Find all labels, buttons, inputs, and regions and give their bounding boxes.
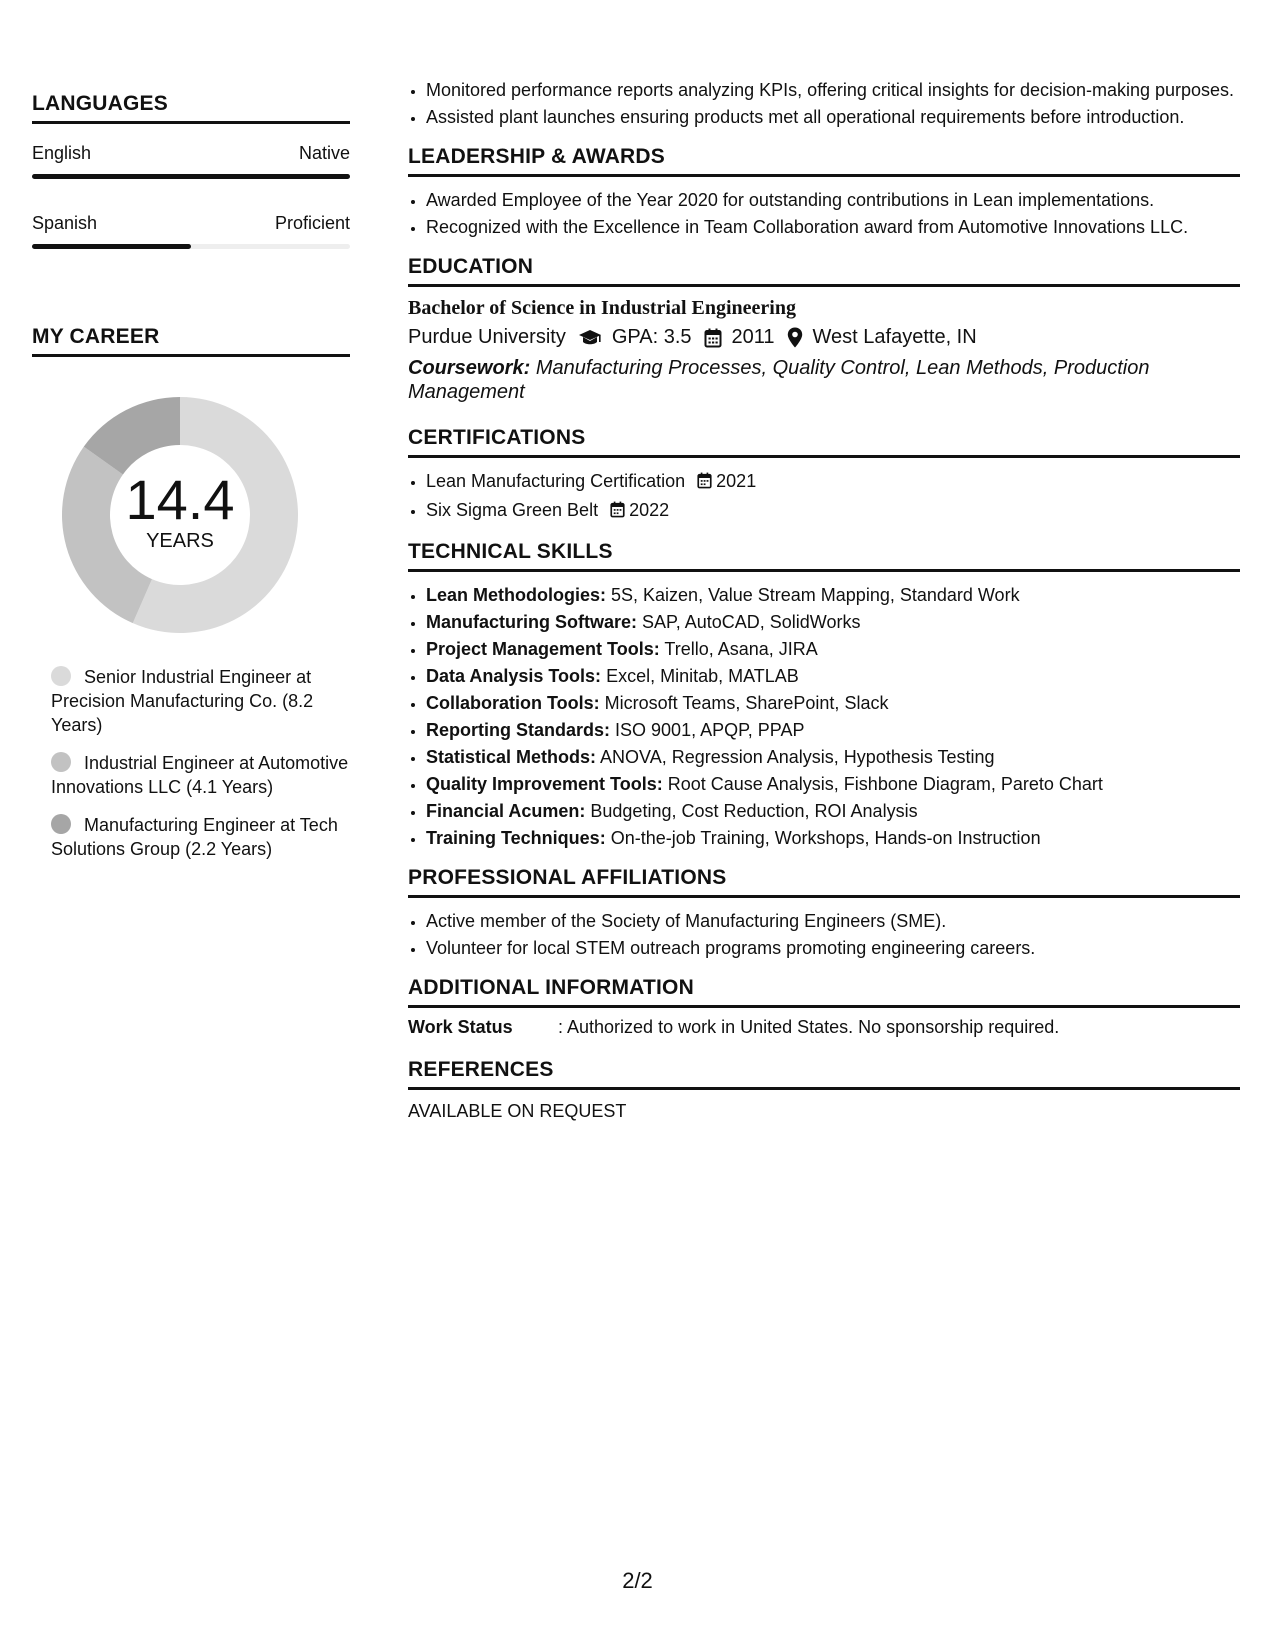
skill-label: Data Analysis Tools: (426, 666, 602, 686)
skill-item (426, 583, 1240, 607)
list-item: • Active member of the Society of Manufacturing Engineers (SME). (426, 909, 1240, 933)
skill-item (426, 718, 1240, 742)
additional-section (408, 976, 1240, 1038)
leadership-list (408, 188, 1240, 239)
languages-list (32, 143, 350, 249)
language-row (32, 213, 350, 234)
skill-label: Project Management Tools: (426, 639, 660, 659)
calendar-icon (697, 471, 712, 495)
calendar-icon (704, 328, 722, 348)
references-heading: REFERENCES (408, 1058, 1240, 1090)
career-total-years: 14.4 (125, 467, 235, 531)
legend-dot-icon (51, 814, 71, 834)
language-name: Spanish (32, 213, 98, 233)
language-level: Proficient (274, 213, 350, 233)
skill-item (426, 637, 1240, 661)
skill-item (426, 691, 1240, 715)
additional-heading: ADDITIONAL INFORMATION (408, 976, 1240, 1008)
references-section (408, 1058, 1240, 1122)
skill-item (426, 610, 1240, 634)
education-heading: EDUCATION (408, 255, 1240, 287)
affiliations-section (408, 866, 1240, 960)
affiliations-heading: PROFESSIONAL AFFILIATIONS (408, 866, 1240, 898)
calendar-icon (610, 500, 625, 524)
skills-list (408, 583, 1240, 850)
career-donut-chart (56, 391, 304, 639)
list-item (426, 469, 1240, 495)
affiliations-list (408, 909, 1240, 960)
language-bar-fill (32, 174, 350, 179)
language-name: English (32, 143, 92, 163)
skill-item (426, 664, 1240, 688)
list-item: • Monitored performance reports analyzing KPIs, offering critical insights for decision-making purposes. (426, 78, 1240, 102)
skill-value: 5S, Kaizen, Value Stream Mapping, Standard Work (611, 585, 1020, 605)
skill-label: Training Techniques: (426, 828, 606, 848)
legend-dot-icon (51, 752, 71, 772)
main-column (408, 78, 1240, 1122)
list-item (426, 498, 1240, 524)
certifications-heading: CERTIFICATIONS (408, 426, 1240, 458)
donut-center (56, 391, 304, 639)
leadership-section (408, 145, 1240, 239)
skill-value: Root Cause Analysis, Fishbone Diagram, Pareto Chart (667, 774, 1103, 794)
skill-label: Manufacturing Software: (426, 612, 638, 632)
skill-item (426, 799, 1240, 823)
skill-item (426, 745, 1240, 769)
skills-section (408, 540, 1240, 850)
skill-value: SAP, AutoCAD, SolidWorks (642, 612, 861, 632)
skill-label: Lean Methodologies: (426, 585, 606, 605)
coursework (408, 356, 1240, 404)
degree-title: Bachelor of Science in Industrial Engineering (408, 297, 796, 319)
skill-item (426, 772, 1240, 796)
sidebar (32, 92, 350, 875)
experience-bullets (408, 78, 1240, 129)
certifications-section (408, 426, 1240, 524)
coursework-label: Coursework: (408, 357, 531, 379)
skill-item (426, 826, 1240, 850)
skill-value: ISO 9001, APQP, PPAP (615, 720, 805, 740)
skill-label: Collaboration Tools: (426, 693, 600, 713)
graduation-year: 2011 (731, 326, 775, 348)
legend-label: Senior Industrial Engineer at Precision Manufacturing Co. (8.2 Years) (51, 667, 314, 735)
certification-year: 2022 (629, 500, 670, 520)
leadership-heading: LEADERSHIP & AWARDS (408, 145, 1240, 177)
legend-dot-icon (51, 666, 71, 686)
education-meta (408, 326, 1240, 349)
language-bar (32, 244, 350, 249)
certifications-list (408, 469, 1240, 524)
skill-label: Statistical Methods: (426, 747, 597, 767)
certification-year: 2021 (716, 471, 757, 491)
language-bar-fill (32, 244, 191, 249)
work-status-label: Work Status (408, 1017, 513, 1037)
career-total-unit: YEARS (146, 529, 214, 552)
language-level: Native (298, 143, 350, 163)
skill-value: Excel, Minitab, MATLAB (606, 666, 799, 686)
skill-value: Trello, Asana, JIRA (664, 639, 818, 659)
legend-item (51, 751, 350, 799)
certification-name: Six Sigma Green Belt (426, 500, 599, 520)
career-heading: MY CAREER (32, 325, 350, 357)
work-status-row (408, 1017, 1240, 1038)
skill-label: Reporting Standards: (426, 720, 611, 740)
location-pin-icon (787, 327, 803, 348)
work-status-value: : Authorized to work in United States. No sponsorship required. (558, 1017, 1060, 1037)
legend-label: Manufacturing Engineer at Tech Solutions Group (2.2 Years) (51, 815, 338, 859)
page-number: 2/2 (622, 1568, 653, 1593)
school-name: Purdue University (408, 326, 566, 348)
legend-label: Industrial Engineer at Automotive Innovations LLC (4.1 Years) (51, 753, 349, 797)
language-bar (32, 174, 350, 179)
skill-label: Financial Acumen: (426, 801, 586, 821)
coursework-list: Manufacturing Processes, Quality Control, Lean Methods, Production Management (408, 357, 1150, 403)
references-text: AVAILABLE ON REQUEST (408, 1101, 627, 1121)
education-section (408, 255, 1240, 404)
languages-heading: LANGUAGES (32, 92, 350, 124)
skill-label: Quality Improvement Tools: (426, 774, 663, 794)
legend-item (51, 665, 350, 737)
skill-value: ANOVA, Regression Analysis, Hypothesis Testing (600, 747, 995, 767)
education-location: West Lafayette, IN (812, 326, 977, 348)
graduation-cap-icon (578, 329, 602, 347)
certification-name: Lean Manufacturing Certification (426, 471, 686, 491)
career-legend (51, 665, 350, 861)
skill-value: Microsoft Teams, SharePoint, Slack (604, 693, 889, 713)
language-row (32, 143, 350, 164)
skills-heading: TECHNICAL SKILLS (408, 540, 1240, 572)
gpa: GPA: 3.5 (611, 326, 692, 348)
skill-value: Budgeting, Cost Reduction, ROI Analysis (590, 801, 918, 821)
list-item: • Volunteer for local STEM outreach programs promoting engineering careers. (426, 936, 1240, 960)
list-item: • Recognized with the Excellence in Team Collaboration award from Automotive Innovations LLC. (426, 215, 1240, 239)
legend-item (51, 813, 350, 861)
skill-value: On-the-job Training, Workshops, Hands-on Instruction (610, 828, 1041, 848)
list-item: • Assisted plant launches ensuring products met all operational requirements before introduction. (426, 105, 1240, 129)
list-item: • Awarded Employee of the Year 2020 for outstanding contributions in Lean implementations. (426, 188, 1240, 212)
career-section (32, 325, 350, 861)
